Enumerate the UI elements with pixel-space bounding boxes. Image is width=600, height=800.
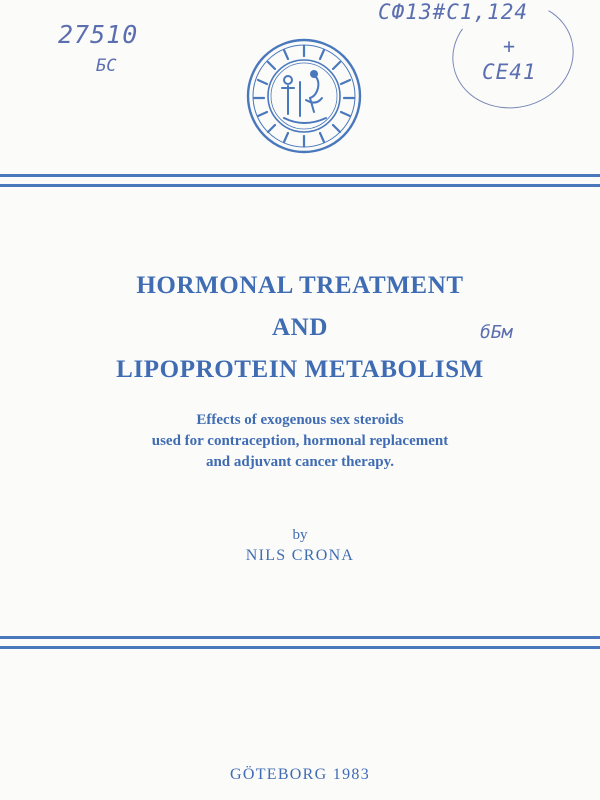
- bottom-rule-upper: [0, 636, 600, 639]
- author-name: NILS CRONA: [245, 547, 355, 564]
- title-line-1: HORMONAL TREATMENT: [136, 272, 464, 299]
- handwritten-margin-note: бБм: [480, 322, 513, 343]
- handwritten-code: БС: [96, 56, 117, 76]
- title-line-3: LIPOPROTEIN METABOLISM: [116, 356, 484, 383]
- handwritten-shelf-mark: СФ13#С1,124: [378, 0, 529, 24]
- title-line-2: AND: [272, 314, 328, 341]
- handwritten-inventory-number: 27510: [58, 20, 139, 49]
- byline-by: by: [292, 527, 308, 543]
- handwritten-plus-mark: +: [503, 34, 516, 58]
- bottom-rule-lower: [0, 646, 600, 649]
- subtitle-line-1: Effects of exogenous sex steroids: [196, 412, 404, 428]
- university-seal-icon: [244, 36, 364, 156]
- subtitle-line-3: and adjuvant cancer therapy.: [205, 454, 395, 470]
- imprint-place-year: GÖTEBORG 1983: [229, 766, 370, 783]
- top-rule-upper: [0, 174, 600, 177]
- subtitle-line-2: used for contraception, hormonal replacement: [151, 433, 449, 449]
- handwritten-shelf-code: СЕ41: [482, 60, 537, 84]
- top-rule-lower: [0, 184, 600, 187]
